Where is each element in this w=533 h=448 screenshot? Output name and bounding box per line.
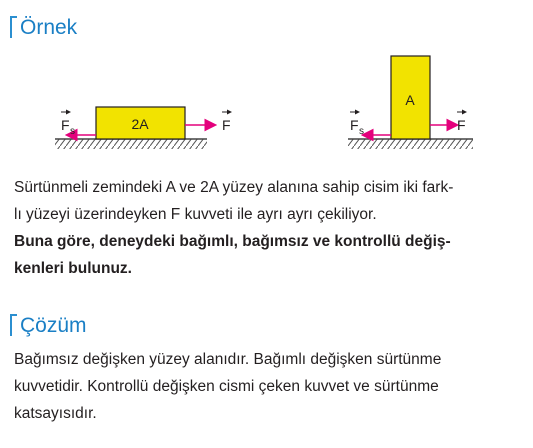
solution-text <box>14 346 519 427</box>
friction-figure <box>0 50 533 165</box>
question-prompt-line: Buna göre, deneydeki bağımlı, bağımsız ve kontrollü değiş- <box>14 233 451 250</box>
right-force-label: F <box>457 117 466 133</box>
question-prompt-line: kenleri bulunuz. <box>14 260 132 277</box>
question-text <box>14 174 519 282</box>
right-block-label: A <box>405 92 415 108</box>
right-setup <box>348 56 473 149</box>
question-line: lı yüzeyi üzerindeyken F kuvveti ile ayrı ayrı çekiliyor. <box>14 206 377 223</box>
left-setup <box>55 107 231 149</box>
question-line: Sürtünmeli zemindeki A ve 2A yüzey alanına sahip cisim iki fark- <box>14 179 454 196</box>
heading-bracket-icon <box>10 16 17 38</box>
left-force-label: F <box>222 117 231 133</box>
example-title: Örnek <box>20 16 78 39</box>
solution-line: kuvvetidir. Kontrollü değişken cismi çeken kuvvet ve sürtünme <box>14 378 439 395</box>
solution-title: Çözüm <box>20 314 87 337</box>
solution-line: Bağımsız değişken yüzey alanıdır. Bağımlı değişken sürtünme <box>14 351 442 368</box>
left-ground-hatch <box>55 139 207 149</box>
solution-heading <box>10 312 87 340</box>
left-friction-label: F <box>61 117 70 133</box>
heading-bracket-icon <box>10 314 17 336</box>
right-friction-label: F <box>350 117 359 133</box>
example-heading <box>10 14 77 42</box>
friction-diagram <box>0 50 533 165</box>
solution-line: katsayısıdır. <box>14 405 97 422</box>
right-ground-hatch <box>348 139 473 149</box>
left-block-label: 2A <box>131 116 149 132</box>
left-friction-subscript: s <box>70 126 75 137</box>
right-friction-subscript: s <box>359 126 364 137</box>
